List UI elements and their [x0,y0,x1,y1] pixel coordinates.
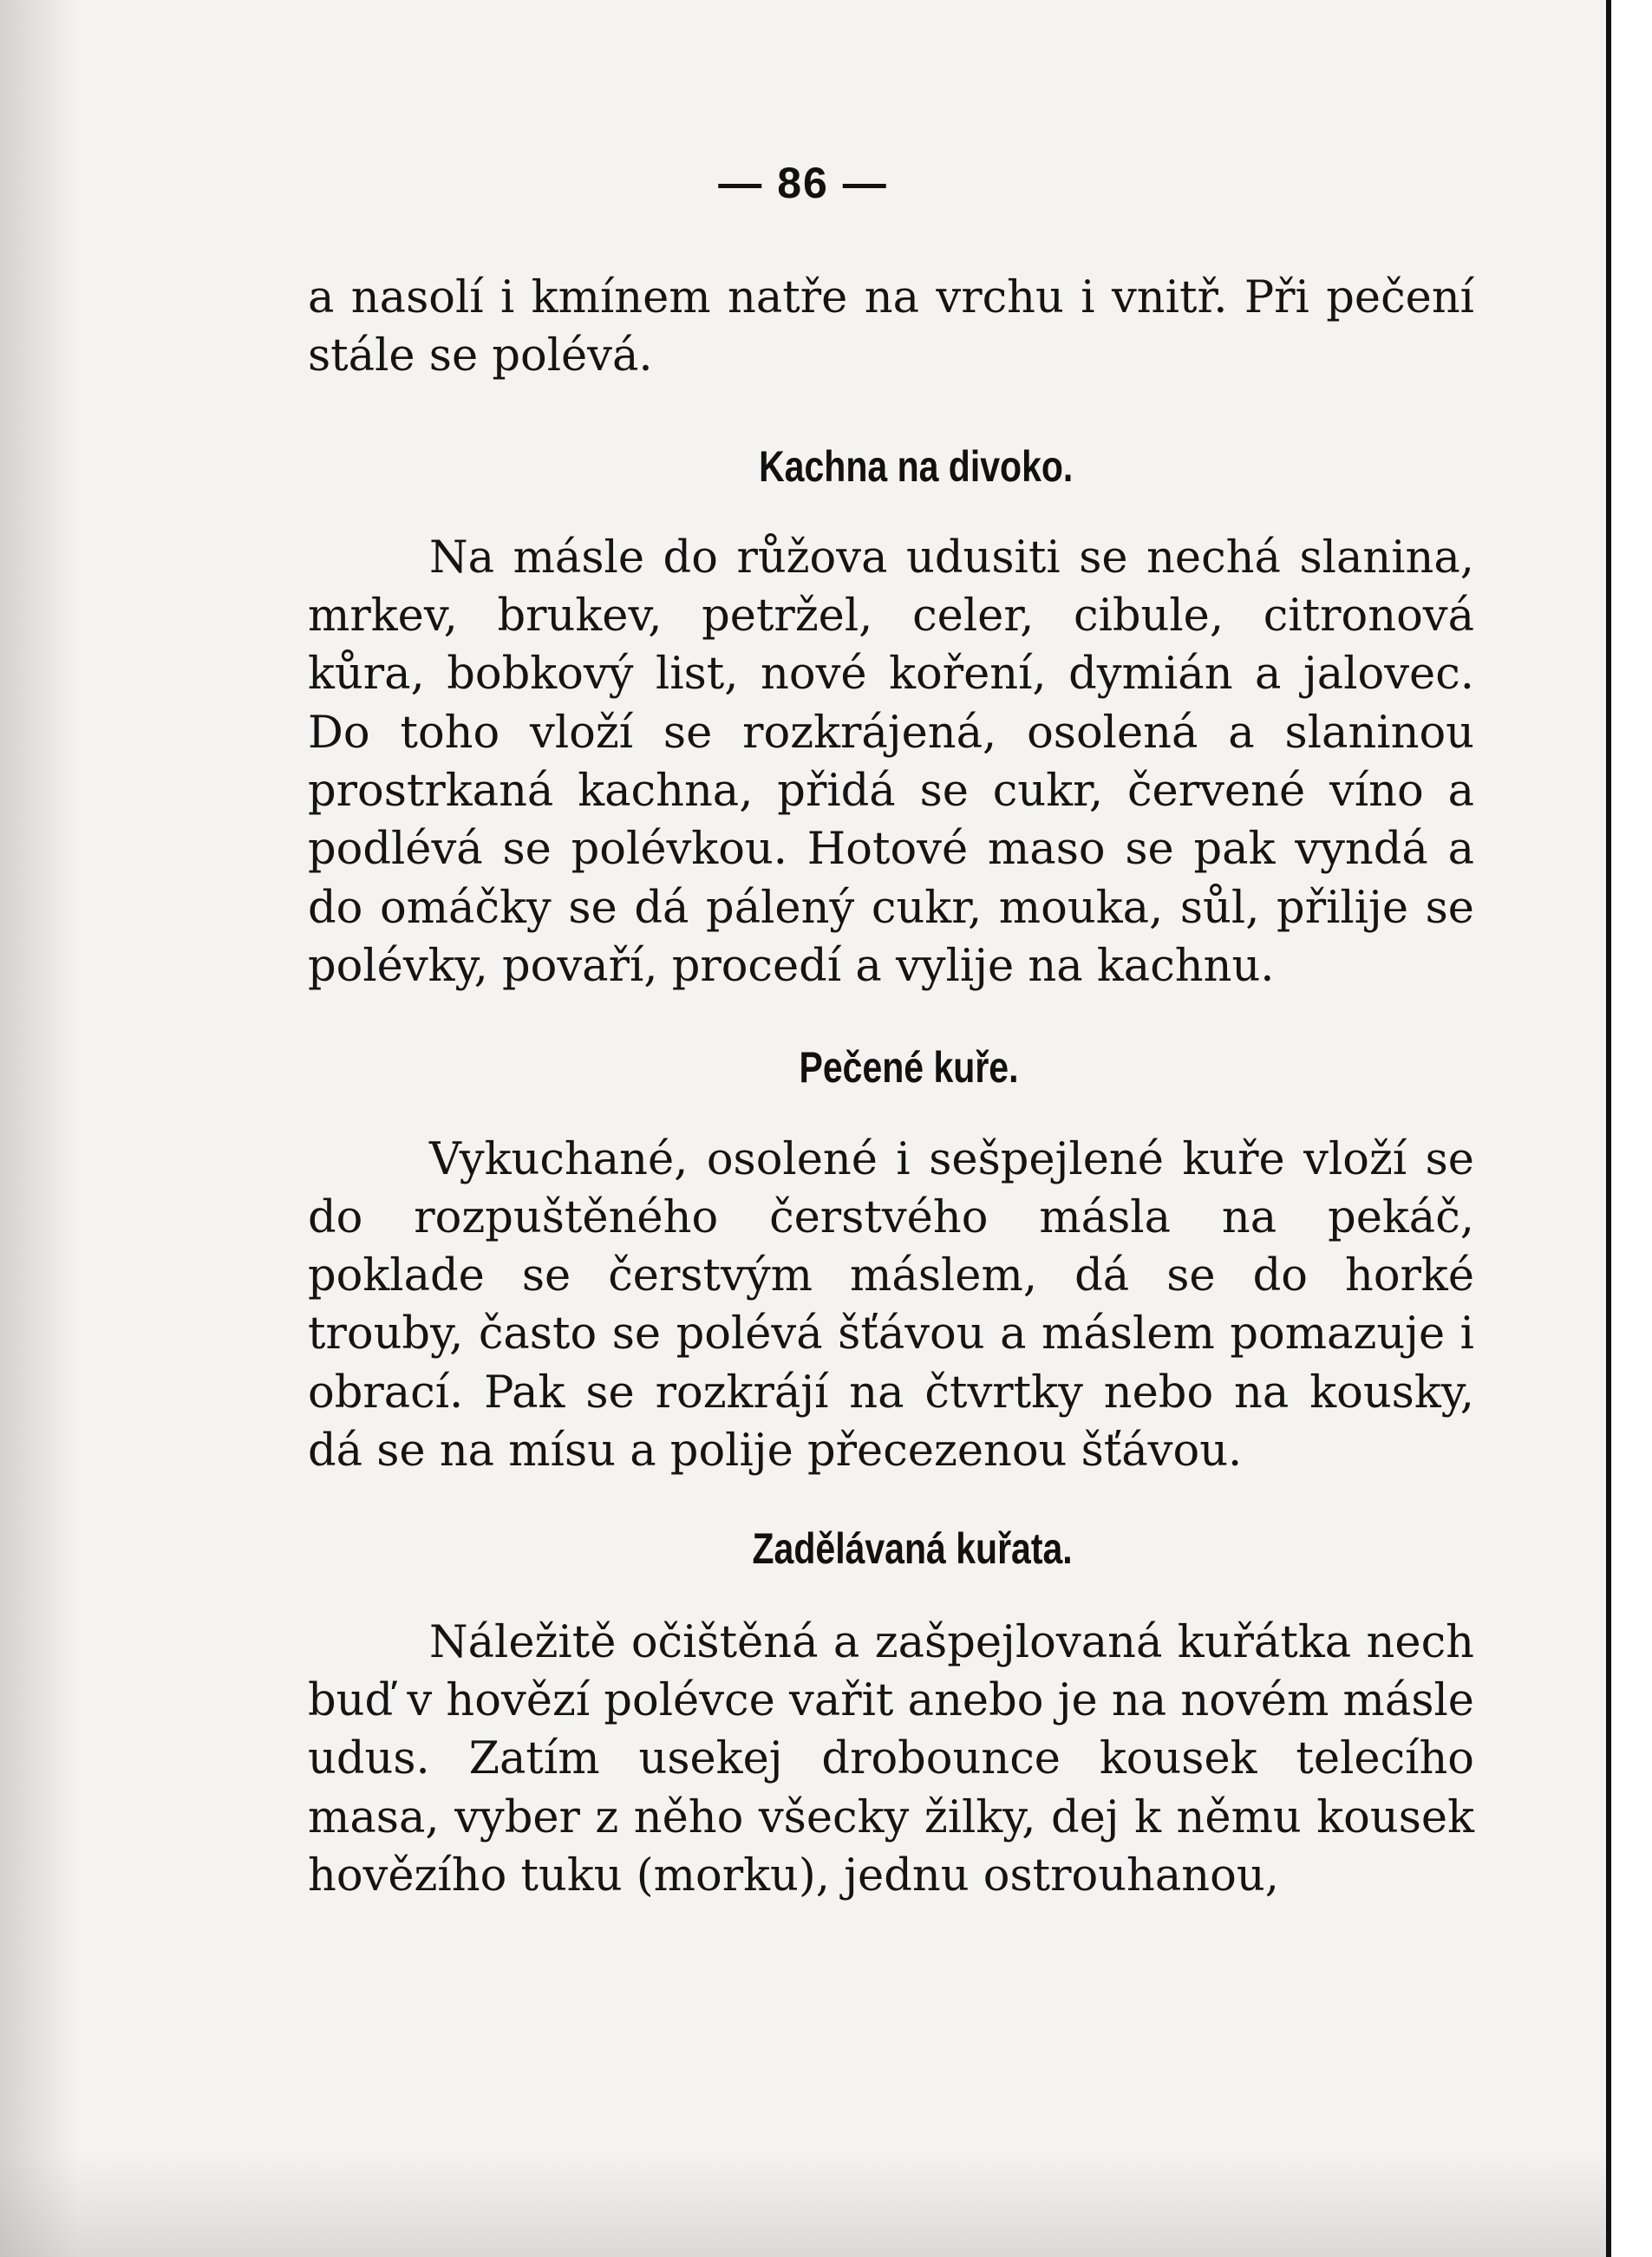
scan-edge [1606,0,1652,2257]
paragraph-continuation: a nasolí i kmínem natře na vrchu i vnitř. Při pečení stále se polévá. [308,272,1474,382]
recipe-heading-kurata: Zadělávaná kuřata. [752,1524,1073,1574]
recipe-heading-kure: Pečené kuře. [799,1043,1019,1093]
recipe-text-kachna: Na másle do růžova udusiti se nechá slanina, mrkev, brukev, petržel, celer, cibule, citronová kůra, bobkový list, nové koření, dymián a jalovec. Do toho vloží se rozkrájená, osolená a slaninou prostrkaná kachna, přidá se cukr, červené víno a podlévá se polévkou. Hotové maso se pak vyndá a do omáčky se dá pálený cukr, mouka, sůl, přilije se polévky, povaří, procedí a vylije na kachnu. [308,532,1474,992]
page-shadow-bottom [0,2153,1606,2257]
recipe-text-kure: Vykuchané, osolené i sešpejlené kuře vloží se do rozpuštěného čerstvého másla na pekáč, poklade se čerstvým máslem, dá se do horké trouby, často se polévá šťávou a máslem pomazuje i obrací. Pak se rozkrájí na čtvrtky nebo na kousky, dá se na mísu a polije přecezenou šťávou. [308,1133,1474,1477]
page-number: — 86 — [718,159,888,207]
recipe-text-kurata: Náležitě očištěná a zašpejlovaná kuřátka nech buď v hovězí polévce vařit anebo je na novém másle udus. Zatím usekej drobounce kousek telecího masa, vyber z něho všecky žilky, dej k němu kousek hovězího tuku (morku), jednu ostrouhanou, [308,1616,1474,1901]
recipe-heading-kachna: Kachna na divoko. [759,441,1074,491]
page-content [308,269,1474,1905]
page-shadow-left [0,0,78,2257]
